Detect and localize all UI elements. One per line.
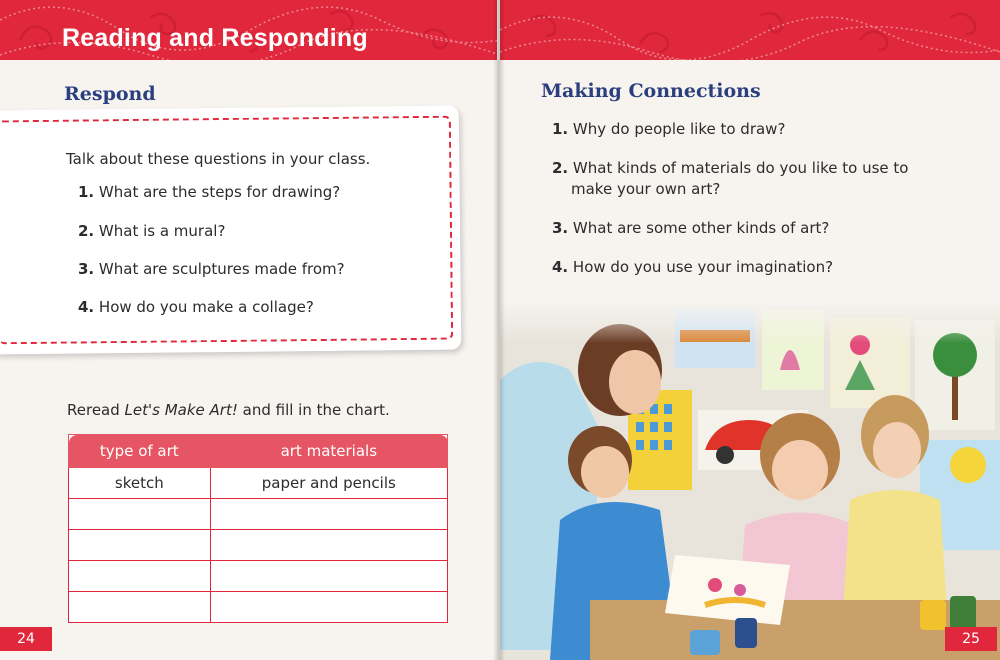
section-heading-respond: Respond	[64, 83, 156, 105]
classroom-photo-illustration	[500, 300, 1000, 660]
chart-instruction-pre: Reread	[67, 401, 125, 419]
question-number: 2.	[78, 222, 95, 240]
question-text: What is a mural?	[98, 222, 226, 240]
question-item	[78, 298, 314, 316]
table-cell[interactable]	[210, 592, 447, 623]
table-cell[interactable]	[69, 592, 211, 623]
table-row	[69, 530, 448, 561]
question-text: How do you make a collage?	[98, 298, 314, 316]
question-text: What are some other kinds of art?	[572, 219, 830, 237]
right-page	[500, 0, 1000, 660]
column-header-materials: art materials	[210, 435, 447, 468]
table-cell[interactable]	[69, 561, 211, 592]
book-title: Let's Make Art!	[124, 401, 238, 419]
classroom-art-photo	[500, 300, 1000, 660]
chart-instruction-post: and fill in the chart.	[237, 401, 390, 419]
question-number: 4.	[78, 298, 95, 316]
question-text: What are the steps for drawing?	[98, 183, 341, 201]
discussion-question-box	[0, 106, 461, 355]
table-row	[69, 561, 448, 592]
question-number: 2.	[552, 159, 569, 177]
question-number: 3.	[552, 219, 569, 237]
section-heading-making-connections: Making Connections	[541, 80, 761, 102]
question-text: How do you use your imagination?	[572, 258, 834, 276]
question-number: 3.	[78, 260, 95, 278]
table-cell[interactable]	[69, 530, 211, 561]
question-item	[552, 159, 908, 177]
question-number: 1.	[78, 183, 95, 201]
chart-instruction	[67, 401, 390, 419]
question-text-continued: make your own art?	[571, 180, 721, 198]
question-item	[552, 258, 833, 276]
right-banner	[500, 0, 1000, 60]
page-number-right: 25	[945, 627, 997, 651]
table-row	[69, 468, 448, 499]
table-cell[interactable]: paper and pencils	[210, 468, 447, 499]
book-gutter	[493, 0, 505, 660]
question-item	[78, 222, 225, 240]
table-row	[69, 592, 448, 623]
art-chart-table	[68, 434, 448, 623]
swirl-pattern	[500, 0, 1000, 60]
question-text: What kinds of materials do you like to use to	[572, 159, 909, 177]
table-header-row	[69, 435, 448, 468]
column-header-type: type of art	[69, 435, 211, 468]
page-number-left: 24	[0, 627, 52, 651]
question-number: 4.	[552, 258, 569, 276]
table-row	[69, 499, 448, 530]
table-cell[interactable]: sketch	[69, 468, 211, 499]
table-cell[interactable]	[210, 499, 447, 530]
question-text: Why do people like to draw?	[572, 120, 786, 138]
table-cell[interactable]	[69, 499, 211, 530]
question-item	[78, 183, 340, 201]
question-item	[552, 219, 829, 237]
question-number: 1.	[552, 120, 569, 138]
table-cell[interactable]	[210, 561, 447, 592]
question-item	[78, 260, 345, 278]
left-banner	[0, 0, 497, 60]
question-text: What are sculptures made from?	[98, 260, 345, 278]
left-page	[0, 0, 497, 660]
question-item	[552, 120, 785, 138]
banner-title: Reading and Responding	[62, 24, 368, 52]
discussion-prompt: Talk about these questions in your class.	[66, 150, 371, 168]
table-cell[interactable]	[210, 530, 447, 561]
